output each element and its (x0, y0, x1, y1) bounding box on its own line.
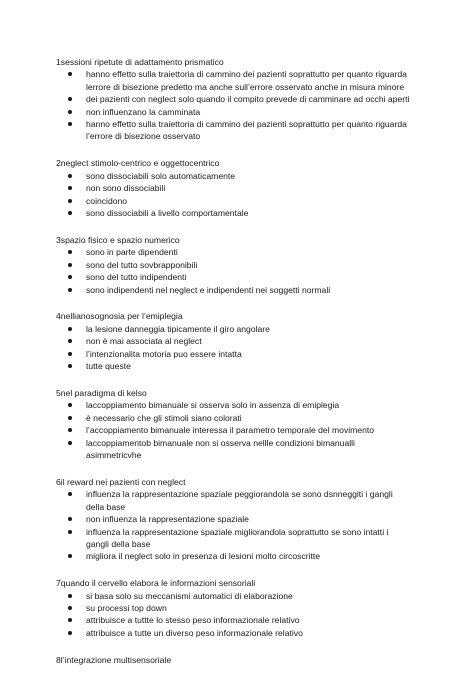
answer-option (56, 284, 436, 296)
bullet-icon (68, 68, 78, 80)
bullet-icon (68, 207, 78, 219)
answer-option (56, 526, 436, 551)
answer-option (56, 488, 436, 513)
question-block (56, 387, 436, 461)
question-title: 3spazio fisico e spazio numerico (56, 234, 180, 245)
answer-option (56, 335, 436, 347)
answer-option-text: la lesione danneggia tipicamente il giro angolare (86, 323, 270, 334)
bullet-icon (68, 550, 78, 562)
answer-options-list (56, 323, 436, 373)
answer-option (56, 627, 436, 639)
answer-option-text: gangli della base (86, 538, 151, 549)
bullet-icon (68, 284, 78, 296)
bullet-icon (68, 323, 78, 335)
bullet-icon (68, 118, 78, 130)
answer-option-text: su processi top down (86, 603, 167, 614)
bullet-icon (68, 170, 78, 182)
bullet-icon (68, 513, 78, 525)
answer-option (56, 602, 436, 614)
answer-option-text: è necessario che gli stimoli siano colorati (86, 412, 242, 423)
answer-option-text: sono dissociabili solo automaticamente (86, 170, 236, 181)
bullet-icon (68, 437, 78, 449)
answer-option-text: influenza la rappresentazione spaziale migliorandola soprattutto se sono intatti i (86, 526, 389, 537)
answer-options-list (56, 246, 436, 296)
bullet-icon (68, 526, 78, 538)
answer-option-text: l’errore di bisezione osservato (86, 131, 201, 142)
answer-option (56, 399, 436, 411)
answer-option (56, 590, 436, 602)
bullet-icon (68, 627, 78, 639)
answer-option (56, 207, 436, 219)
bullet-icon (68, 106, 78, 118)
answer-option-text: tutte queste (86, 361, 131, 372)
answer-option (56, 106, 436, 118)
answer-option-text: hanno effetto sulla traiettoria di cammino dei pazienti soprattutto per quanto riguarda (86, 119, 407, 130)
answer-option (56, 348, 436, 360)
quiz-content (56, 56, 436, 681)
bullet-icon (68, 335, 78, 347)
bullet-icon (68, 614, 78, 626)
bullet-icon (68, 195, 78, 207)
bullet-icon (68, 182, 78, 194)
answer-option-text: sono del tutto indipendenti (86, 272, 187, 283)
question-title: 8l’integrazione multisensoriale (56, 654, 172, 665)
question-block (56, 654, 436, 666)
question-block (56, 310, 436, 372)
question-title: 4nellianosognosia per l’emiplegia (56, 311, 183, 322)
answer-option (56, 360, 436, 372)
question-block (56, 56, 436, 143)
answer-options-list (56, 488, 436, 562)
bullet-icon (68, 259, 78, 271)
answer-option-text: non sono dissociabili (86, 183, 166, 194)
answer-option (56, 550, 436, 562)
answer-options-list (56, 68, 436, 142)
answer-option (56, 182, 436, 194)
bullet-icon (68, 246, 78, 258)
answer-option (56, 170, 436, 182)
bullet-icon (68, 488, 78, 500)
answer-option-text: influenza la rappresentazione spaziale peggiorandola se sono dsnneggiti i gangli (86, 489, 393, 500)
question-block (56, 577, 436, 639)
answer-option-text: lerrore di bisezione predetto ma anche sull’errore osservato anche in misura minore (86, 81, 405, 92)
answer-option (56, 246, 436, 258)
answer-option-text: l’intenzionalita motoria puo essere intatta (86, 348, 242, 359)
answer-options-list (56, 399, 436, 461)
answer-option-text: hanno effetto sulla traiettoria di cammino dei pazienti soprattutto per quanto riguarda (86, 69, 407, 80)
answer-option (56, 271, 436, 283)
bullet-icon (68, 590, 78, 602)
question-title: 2neglect stimolo-centrico e oggettocentrico (56, 158, 220, 169)
answer-option-text: migliora il neglect solo in presenza di lesioni molto circoscritte (86, 551, 321, 562)
answer-option-text: della base (86, 501, 126, 512)
answer-options-list (56, 590, 436, 640)
answer-option-text: l’accoppiamento bimanuale interessa il parametro temporale del movimento (86, 425, 375, 436)
question-title: 6il reward nei pazienti con neglect (56, 476, 186, 487)
answer-option-text: si basa solo su meccanismi automatici di elaborazione (86, 590, 293, 601)
answer-option-text: non influenza la rappresentazione spaziale (86, 514, 249, 525)
answer-option (56, 424, 436, 436)
answer-option-text: sono del tutto sovbrapponibili (86, 259, 198, 270)
bullet-icon (68, 93, 78, 105)
answer-option-text: laccoppiamentob bimanuale non si osserva nellle condizioni bimanualli (86, 437, 355, 448)
bullet-icon (68, 424, 78, 436)
answer-option (56, 68, 436, 93)
answer-options-list (56, 170, 436, 220)
answer-option-text: dei pazienti con neglect solo quando il compito prevede di camminare ad occhi aperti (86, 94, 410, 105)
answer-option (56, 614, 436, 626)
answer-option-text: non è mai associata al neglect (86, 336, 202, 347)
answer-option-text: coincidono (86, 195, 128, 206)
answer-option (56, 437, 436, 462)
bullet-icon (68, 412, 78, 424)
question-title: 7quando il cervello elabora le informazioni sensoriali (56, 578, 256, 589)
question-title: 1sessioni ripetute di adattamento prismatico (56, 57, 224, 67)
bullet-icon (68, 360, 78, 372)
answer-option (56, 195, 436, 207)
bullet-icon (68, 399, 78, 411)
question-block (56, 234, 436, 296)
answer-option-text: sono in parte dipendenti (86, 247, 178, 258)
answer-option-text: sono indipendenti nel neglect e indipendenti nei soggetti normali (86, 284, 331, 295)
answer-option (56, 259, 436, 271)
answer-option (56, 93, 436, 105)
question-block (56, 476, 436, 563)
answer-option-text: attribuisce a tutte un diverso peso informazionale relativo (86, 627, 303, 638)
answer-option (56, 513, 436, 525)
bullet-icon (68, 602, 78, 614)
question-block (56, 157, 436, 219)
answer-option-text: asimmetricvhe (86, 449, 142, 460)
answer-option-text: laccoppiamento bimanuale si osserva solo in assenza di emiplegia (86, 400, 340, 411)
answer-option (56, 323, 436, 335)
answer-option-text: sono dissociabili a livello comportamentale (86, 207, 249, 218)
answer-option-text: non influenzano la camminata (86, 106, 201, 117)
answer-option (56, 118, 436, 143)
bullet-icon (68, 271, 78, 283)
bullet-icon (68, 348, 78, 360)
answer-option (56, 412, 436, 424)
question-title: 5nel paradigma di kelso (56, 387, 147, 398)
answer-option-text: attribuisce a tuttte lo stesso peso informazionale relativo (86, 615, 300, 626)
